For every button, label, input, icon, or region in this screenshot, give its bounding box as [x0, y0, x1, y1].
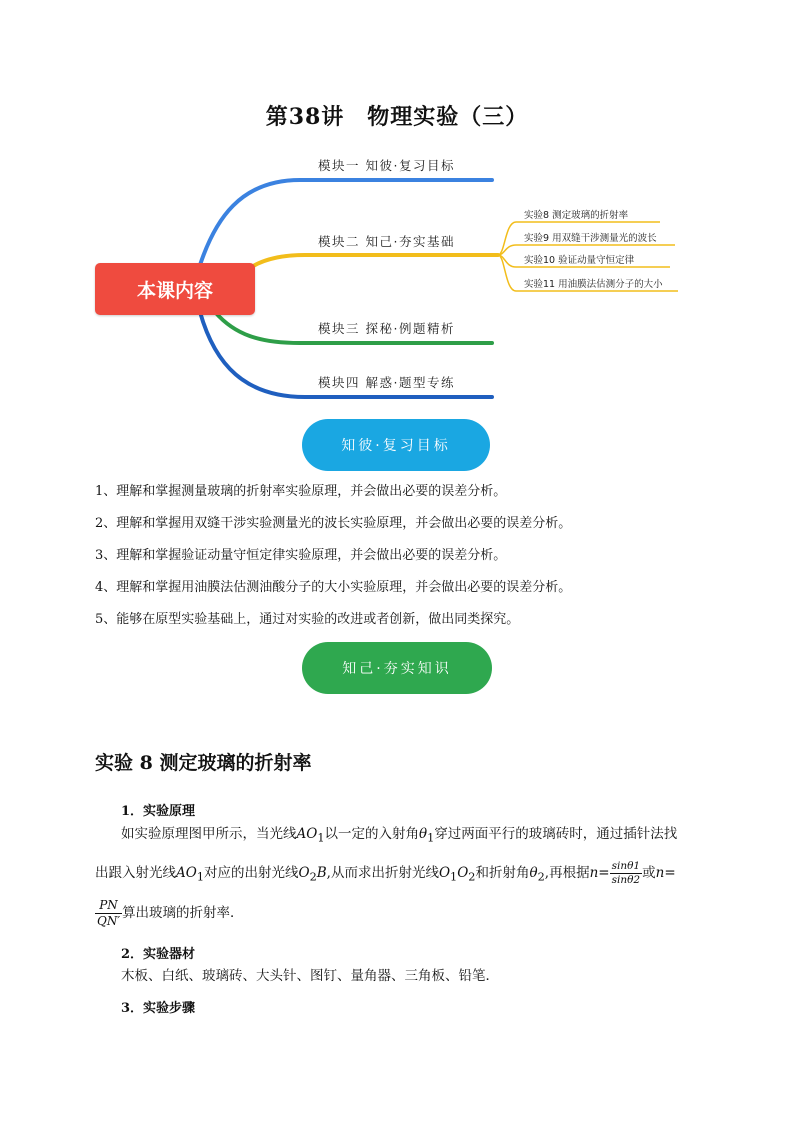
fraction-sin: $\frac{\sin\theta 1}{\sin\theta 2}$ [611, 860, 641, 886]
goal-item: 2、理解和掌握用双缝干涉实验测量光的波长实验原理，并会做出必要的误差分析。 [95, 516, 572, 531]
branch-line-2 [250, 255, 498, 268]
branch-label-3: 模块三 探秘·例题精析 [318, 321, 455, 336]
experiment-heading: 实验 8 测定玻璃的折射率 [95, 752, 312, 774]
sub-item-1: 实验8 测定玻璃的折射率 [524, 210, 629, 221]
sub-item-3: 实验10 验证动量守恒定律 [524, 255, 635, 266]
section-materials: 2．实验器材 [121, 947, 196, 962]
core-topic: 本课内容 [95, 263, 255, 315]
goal-item: 5、能够在原型实验基础上，通过对实验的改进或者创新，做出同类探究。 [95, 612, 520, 627]
section-steps: 3．实验步骤 [121, 1001, 196, 1016]
goals-badge: 知彼·复习目标 [302, 419, 490, 471]
page-title: 第38讲 物理实验（三） [265, 104, 529, 130]
branch-line-1 [200, 180, 492, 265]
goal-item: 4、理解和掌握用油膜法估测油酸分子的大小实验原理，并会做出必要的误差分析。 [95, 580, 572, 595]
principle-line-2: 出跟入射光线$AO_1$对应的出射光线$O_2B$,从而求出折射光线$O_1O_2$和折射角$\theta_2$,再根据n= $\frac{\sin\theta 1}{\sin\theta 2}$ 或n= [95, 860, 676, 886]
goal-item: 1、理解和掌握测量玻璃的折射率实验原理，并会做出必要的误差分析。 [95, 484, 507, 499]
knowledge-badge: 知己·夯实知识 [302, 642, 492, 694]
goal-item: 3、理解和掌握验证动量守恒定律实验原理，并会做出必要的误差分析。 [95, 548, 507, 563]
mind-map [0, 0, 794, 420]
principle-line-1: 如实验原理图甲所示，当光线$AO_1$以一定的入射角$\theta_1$穿过两面平行的玻璃砖时，通过插针法找 [121, 826, 678, 845]
sub-item-2: 实验9 用双缝干涉测量光的波长 [524, 233, 657, 244]
sub-item-4: 实验11 用油膜法估测分子的大小 [524, 279, 663, 290]
branch-label-1: 模块一 知彼·复习目标 [318, 158, 455, 173]
branch-label-2: 模块二 知己·夯实基础 [318, 234, 455, 249]
principle-line-3: $\frac{PN}{QN'}$ 算出玻璃的折射率． [97, 898, 244, 928]
materials-text: 木板、白纸、玻璃砖、大头针、图钉、量角器、三角板、铅笔． [121, 968, 499, 984]
branch-label-4: 模块四 解惑·题型专练 [318, 375, 455, 390]
fraction-pn-qn: $\frac{PN}{QN'}$ [97, 898, 121, 928]
goals-list [95, 482, 735, 642]
section-principle: 1．实验原理 [121, 804, 196, 819]
